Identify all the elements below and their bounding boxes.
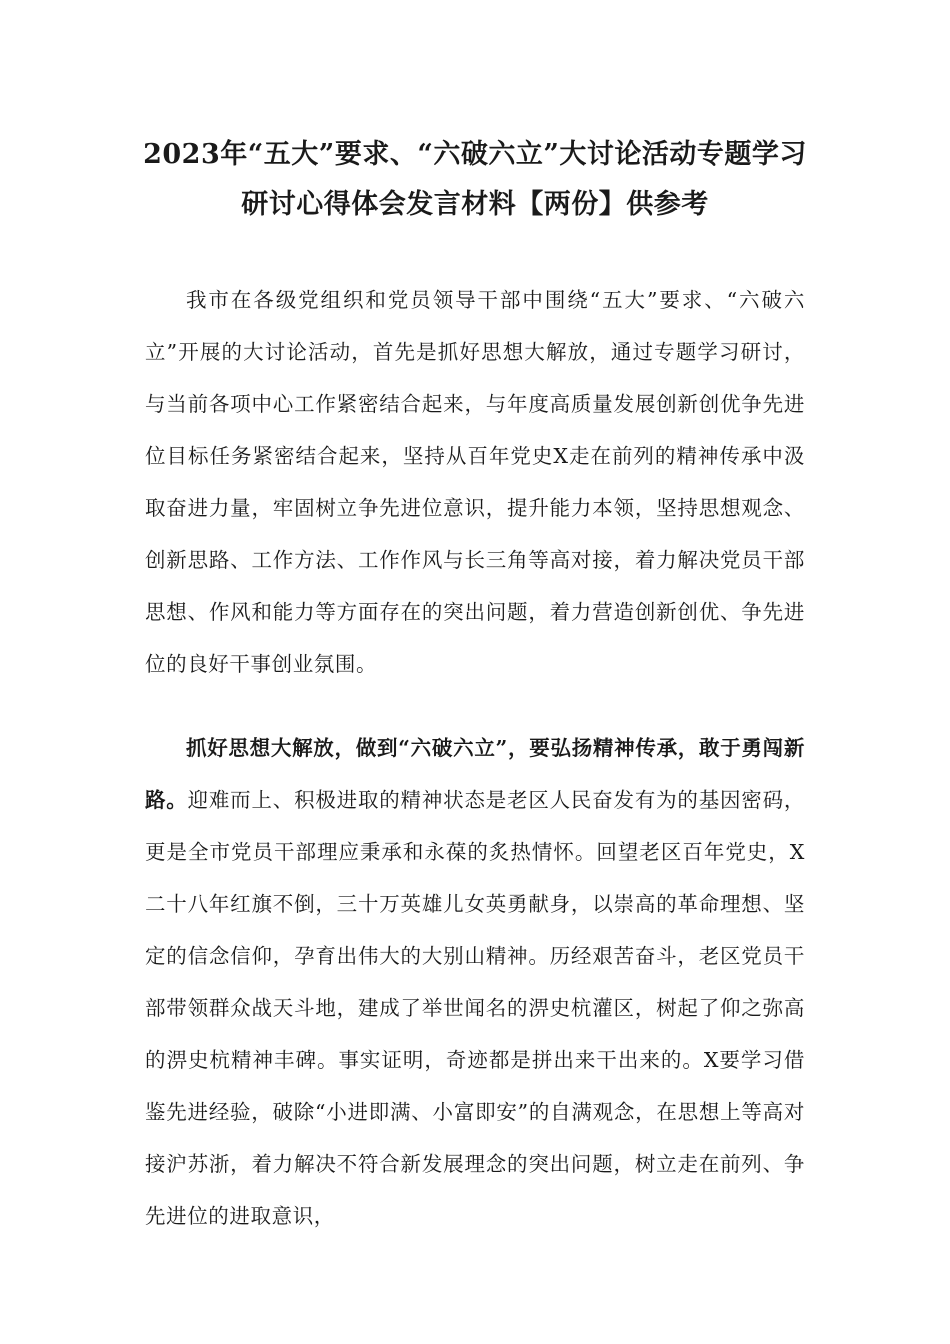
paragraph-2-lead-sentence: 抓好思想大解放，做到“六破六立”，要弘扬精神传承，敢于勇闯新路。 [145, 736, 805, 812]
document-title: 2023年“五大”要求、“六破六立”大讨论活动专题学习研讨心得体会发言材料【两份】供参考 [143, 139, 807, 220]
body-paragraph-2 [145, 722, 805, 1242]
body-paragraph-1 [145, 274, 805, 690]
paragraph-2-text: 迎难而上、积极进取的精神状态是老区人民奋发有为的基因密码，更是全市党员干部理应秉承和永葆的炙热情怀。回望老区百年党史，X二十八年红旗不倒，三十万英雄儿女英勇献身，以崇高的革命理想、坚定的信念信仰，孕育出伟大的大别山精神。历经艰苦奋斗，老区党员干部带领群众战天斗地，建成了举世闻名的淠史杭灌区，树起了仰之弥高的淠史杭精神丰碑。事实证明，奇迹都是拼出来干出来的。X要学习借鉴先进经验，破除“小进即满、小富即安”的自满观念，在思想上等高对接沪苏浙，着力解决不符合新发展理念的突出问题，树立走在前列、争先进位的进取意识， [145, 788, 805, 1228]
paragraph-1-text: 我市在各级党组织和党员领导干部中围绕“五大”要求、“六破六立”开展的大讨论活动，首先是抓好思想大解放，通过专题学习研讨，与当前各项中心工作紧密结合起来，与年度高质量发展创新创优争先进位目标任务紧密结合起来，坚持从百年党史X走在前列的精神传承中汲取奋进力量，牢固树立争先进位意识，提升能力本领，坚持思想观念、创新思路、工作方法、工作作风与长三角等高对接，着力解决党员干部思想、作风和能力等方面存在的突出问题，着力营造创新创优、争先进位的良好干事创业氛围。 [145, 288, 805, 676]
